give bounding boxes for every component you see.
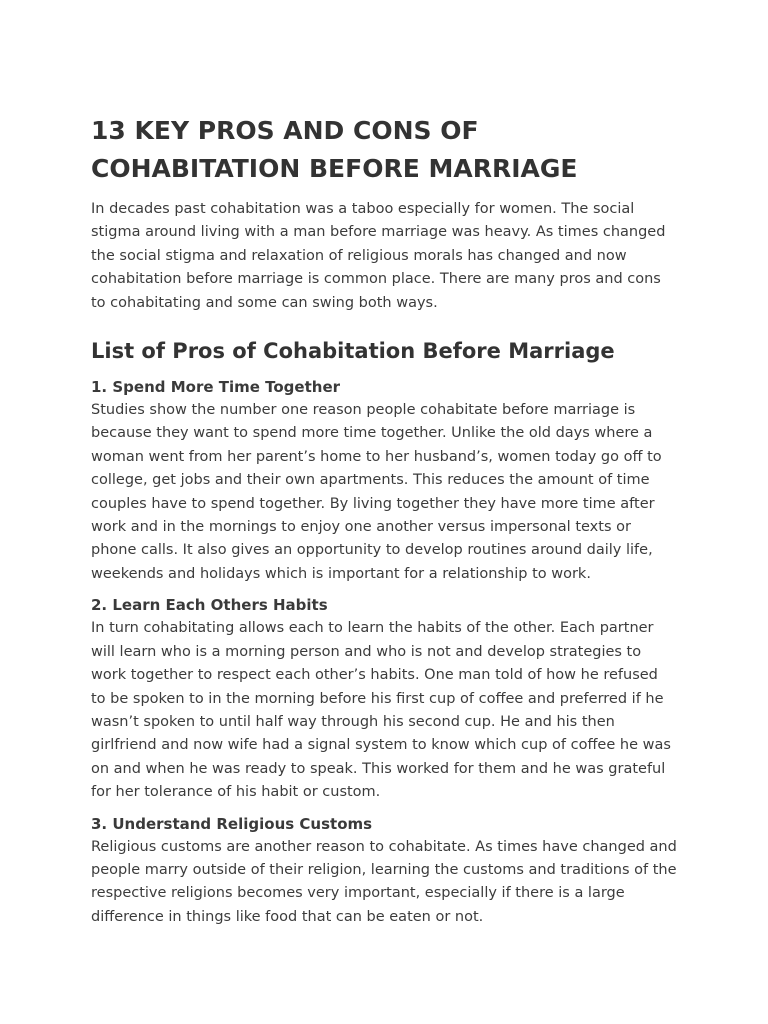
list-item (91, 813, 677, 930)
item-heading: 2. Learn Each Others Habits (91, 596, 328, 615)
item-body: Religious customs are another reason to cohabitate. As times have changed and people marry outside of their religion, learning the customs and traditions of the respective religions becomes very important, especially if there is a large difference in things like food that can be eaten or not. (91, 838, 677, 925)
intro-paragraph: In decades past cohabitation was a taboo especially for women. The social stigma around living with a man before marriage was heavy. As times changed the social stigma and relaxation of religious morals has changed and now cohabitation before marriage is common place. There are many pros and cons to cohabitating and some can swing both ways. (91, 201, 666, 311)
document-title: 13 KEY PROS AND CONS OF COHABITATION BEFORE MARRIAGE (91, 116, 578, 183)
item-heading: 1. Spend More Time Together (91, 378, 341, 397)
section-heading-pros: List of Pros of Cohabitation Before Marriage (91, 339, 615, 364)
list-item (91, 594, 677, 804)
item-body: In turn cohabitating allows each to learn the habits of the other. Each partner will learn who is a morning person and who is not and develop strategies to work together to respect each other’s habits. One man told of how he refused to be spoken to in the morning before his first cup of coffee and preferred if he wasn’t spoken to until half way through his second cup. He and his then girlfriend and now wife had a signal system to know which cup of coffee he was on and when he was ready to speak. This worked for them and he was grateful for her tolerance of his habit or custom. (91, 620, 671, 801)
item-heading: 3. Understand Religious Customs (91, 814, 373, 833)
list-item (91, 376, 677, 586)
item-body: Studies show the number one reason people cohabitate before marriage is because they want to spend more time together. Unlike the old days where a woman went from her parent’s home to her husband’s, women today go off to college, get jobs and their own apartments. This reduces the amount of time couples have to spend together. By living together they have more time after work and in the mornings to enjoy one another versus impersonal texts or phone calls. It also gives an opportunity to develop routines around daily life, weekends and holidays which is important for a relationship to work. (91, 402, 662, 582)
